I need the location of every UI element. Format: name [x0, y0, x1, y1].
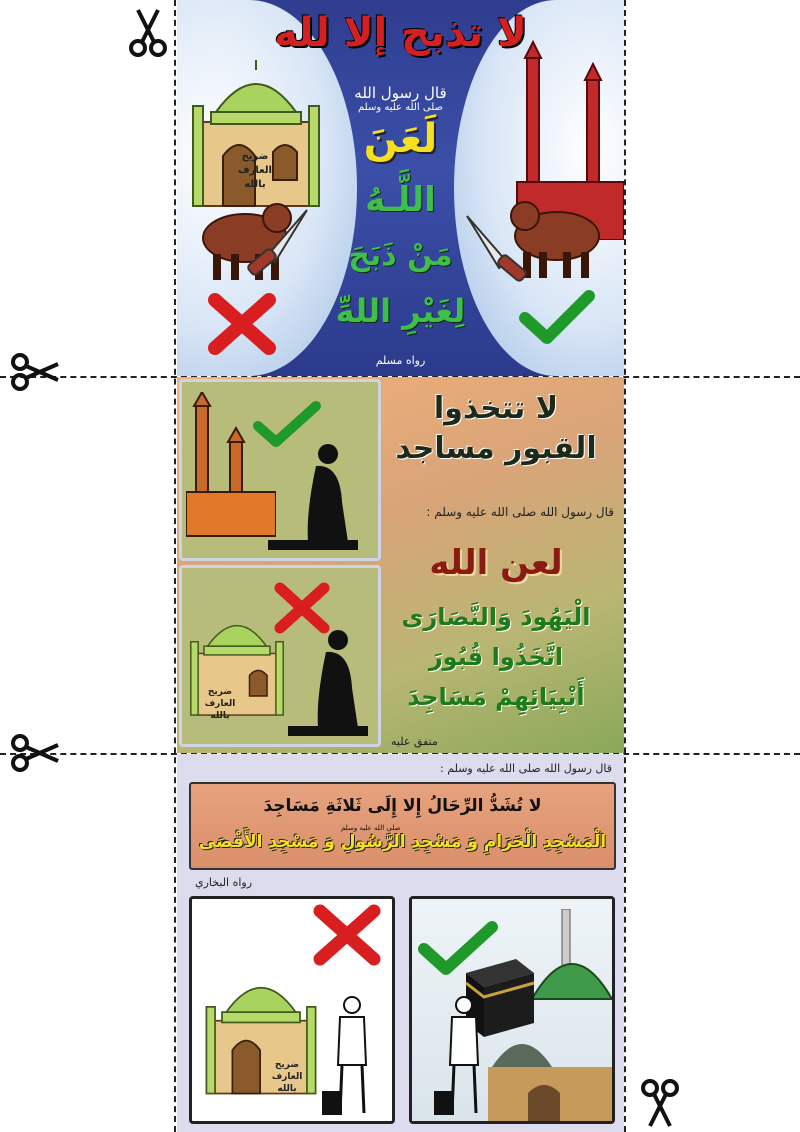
check-icon	[416, 919, 500, 979]
hadith-intro: قال رسول الله صلى الله عليه وسلم :	[426, 505, 614, 519]
section-title: القبور مساجد	[395, 431, 597, 466]
scissors-icon	[8, 733, 60, 773]
cut-line-right	[624, 0, 626, 1132]
hadith-line: الْمَسْجِدِ الْحَرَامِ وَ مَسْجِدِ الرَّسُولِ وَ مَسْجِدِ الأَقْصَى	[198, 832, 607, 852]
illustration-shrine-prayer	[179, 565, 381, 747]
scissors-icon	[640, 1076, 680, 1128]
hadith-box	[189, 782, 616, 870]
page-title: لا تذبح إلا لله	[274, 10, 527, 56]
scissors-icon	[8, 352, 60, 392]
praying-man-icon	[268, 442, 368, 552]
hadith-line: لَعَنَ	[363, 116, 438, 162]
hadith-source: رواه مسلم	[375, 354, 426, 367]
hadith-source: متفق عليه	[391, 735, 438, 748]
shrine-label-line: العارف	[204, 699, 236, 709]
section-title: لا تتخذوا	[433, 391, 559, 426]
hadith-line: مَنْ ذَبَحَ	[348, 238, 453, 273]
panel-graves	[177, 377, 624, 753]
hadith-line: لا تُشَدُّ الرِّحَالُ إِلا إِلَى ثَلاثَةِ مَسَاجِدَ	[263, 796, 542, 816]
panel-sacrifice	[177, 0, 624, 376]
shrine-label-line: ضريح	[274, 1060, 300, 1070]
shrine-label-line: بالله	[277, 1084, 297, 1094]
hadith-line: اللَّـهُ	[365, 180, 436, 220]
hadith-line: أَنْبِيَائِهِمْ مَسَاجِدَ	[407, 683, 585, 711]
hadith-salla: صلى الله عليه وسلم	[341, 824, 401, 832]
hadith-line: الْيَهُودَ وَالنَّصَارَى	[401, 603, 591, 631]
shrine-label-line: بالله	[244, 179, 266, 190]
hadith-line: لِغَيْرِ اللهِّ	[335, 292, 466, 330]
cross-icon	[310, 901, 384, 969]
cut-line-left	[174, 0, 176, 1132]
illustration-shrine-travel	[189, 896, 395, 1124]
hadith-line: اتَّخَذُوا قُبُورَ	[428, 643, 564, 671]
hadith-intro: قال رسول الله صلى الله عليه وسلم :	[440, 762, 612, 775]
hadith-intro: قال رسول الله	[354, 84, 447, 102]
shrine-label-line: ضريح	[241, 151, 269, 162]
hadith-source: رواه البخاري	[195, 876, 253, 889]
shrine-label-line: بالله	[210, 711, 230, 721]
pilgrim-icon	[434, 995, 494, 1119]
shrine-label-line: ضريح	[207, 687, 233, 697]
pilgrim-icon	[322, 995, 382, 1119]
shrine-label-line: العارف	[238, 165, 272, 176]
panel-three-mosques	[177, 754, 624, 1132]
shrine-label-line: العارف	[271, 1072, 303, 1082]
illustration-three-mosques	[409, 896, 615, 1124]
aqsa-mosque-icon	[488, 1027, 612, 1121]
illustration-mosque-prayer	[179, 379, 381, 561]
hadith-salla: صلى الله عليه وسلم	[358, 102, 443, 113]
shrine-label	[192, 686, 248, 722]
praying-man-icon	[278, 628, 378, 738]
scissors-icon	[128, 8, 168, 60]
shrine-label	[262, 1059, 312, 1095]
hadith-curse: لعن الله	[429, 543, 563, 583]
